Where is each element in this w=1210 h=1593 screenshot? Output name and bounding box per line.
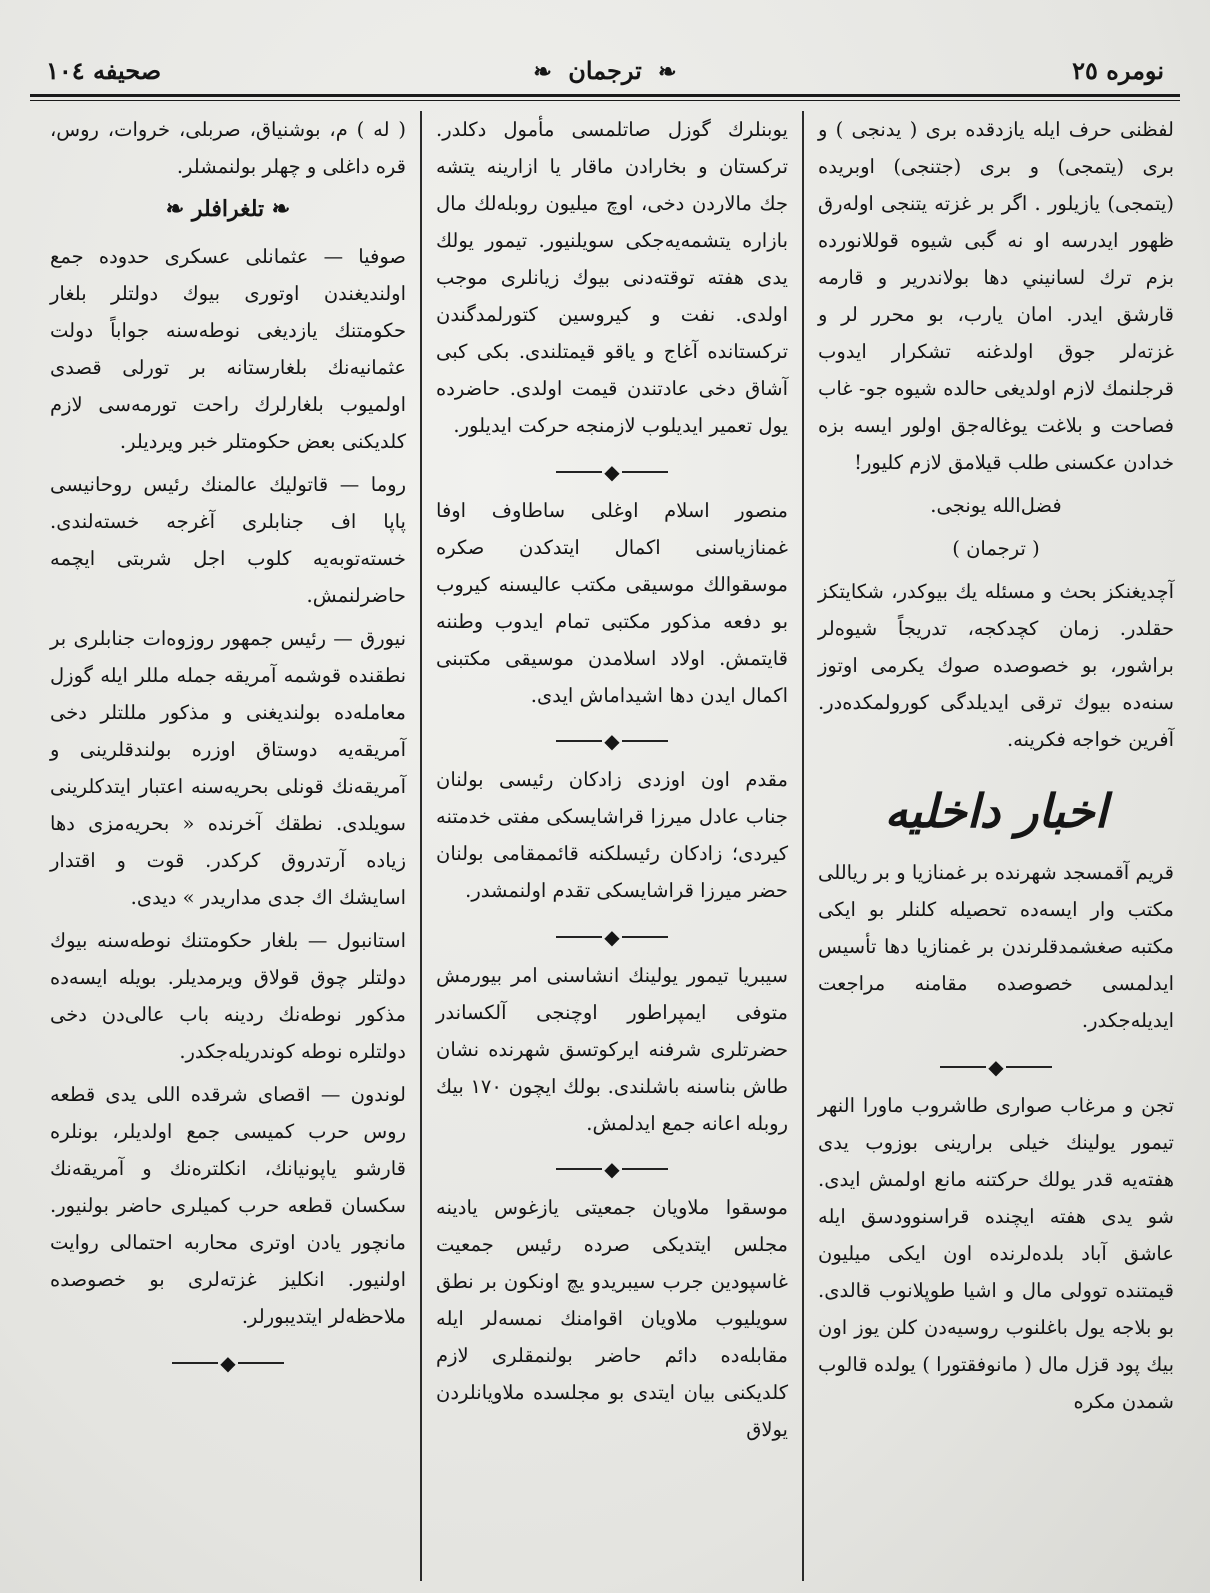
header-rule xyxy=(30,94,1180,101)
news-item-akmescit: قريم آقمسجد شهرنده بر غمنازيا و بر رياللى مكتب وار ايسەده تحصيله كلنلر بو ايكى مكتبه صغشمدقلرندن بر غمنازيا دها تأسيس ايدلمسى خصوصده مقامنه مراجعت ايديلەجكدر. xyxy=(818,861,1174,1032)
running-head xyxy=(22,30,1188,86)
news-item-trade: يوبنلرك گوزل صاتلمسى مأمول دكلدر. تركستان و بخارادن ماقار يا ازارينه يتشه جك مالاردن دخى، اوچ ميليون روبلەلك مال بازاره يتشمەيەجكى سويلنيور. تيمور يولك يدى هفته توقتەدنى بيوك زيانلرى موجب اولدى. نفت و كيروسين كتورلمدگندن تركستانده آغاج و ياقو قيمتلندى. بكى كبى آشاق دخى عادتندن قيمت اولدى. حاضرده يول تعمير ايديلوب لازمنجه حركت ايديلور. xyxy=(436,118,788,437)
letter-text: لفظنى حرف ايله يازدقده برى ( يدنجى ) و برى (يتمجى) و برى (جتنجى) اوبريده (يتمجى) يازيلور . اگر بر غزته يتنجى اولەرق ظهور ايدرسه او نه گبى شيوه قوللانورده بزم ترك لسانيني دها بولاندرير و قارمه قارشق ايدر. امان يارب، بو محرر لر و غزتەلر جوق اولدغنه تشكرار ايدوب قرجلنمك لازم اولديغى حالده شيوه جو- غاب فصاحت و بلاغت يوغالەجق اولور ايسه بزه خدادن عكسنى طلب قيلامق لازم كليور! xyxy=(818,118,1174,474)
news-item-railway-flood: تجن و مرغاب صوارى طاشروب ماورا النهر تيمور يولينك خيلى برارينى بوزوب يدى هفتەيه قدر يولك حركتنه مانع اولمش ايدى. شو يدى هفته ايچنده قراسنوودسق ايله عاشق آباد بلدەلرنده اون ايكى ميليون قيمتنده توولى مال و اشيا طوپلانوب قالدى. بو بلاجه يول باغلنوب روسيەدن كلن يوز اون بيك پود قزل مال ( مانوفقتورا ) يولده قالوب شمدن مكره xyxy=(818,1093,1174,1413)
page-number: صحيفه ١٠٤ xyxy=(46,56,162,85)
left-ornament-icon: ❧ xyxy=(658,59,677,85)
telegram-sofia: صوفيا — عثمانلى عسكرى حدوده جمع اولنديغندن اوتورى بيوك دولتلر بلغار حكومتنك يازديغى نوطەسنه جواباً دولت عثمانيەنك بلغارستانه بر تورلى قصدى اولميوب بلغارلرك راحت تورمەسى لازم كلديكنى بعض حكومتلر خبر ويرديلر. xyxy=(50,245,406,453)
separator xyxy=(436,915,788,957)
diamond-icon: ◆ xyxy=(988,1054,1004,1079)
section-heading-domestic-news: اخبار داخليه xyxy=(884,784,1108,838)
editor-reply: آچديغنكز بحث و مسئله يك بيوكدر، شكايتكز حقلدر. زمان كچدكجه، تدريجاً شيوەلر براشور، بو خصوصده صوك يكرمى اوتوز سنەده بيوك ترقى ايديلدگى كورولمكدەدر. آفرين خواجه فكرينه. xyxy=(818,580,1174,751)
news-item-mufti: مقدم اون اوزدى زادكان رئيسى بولنان جناب عادل ميرزا قراشايسكى مفتى خدمتنه كيردى؛ زادكان رئيسلكنه قائممقامى بولنان حضر ميرزا قراشايسكى تقدم اولنمشدر. xyxy=(436,768,788,902)
editor-credit: ( ترجمان ) xyxy=(952,537,1040,560)
telegram-london: لوندون — اقصاى شرقده اللى يدى قطعه روس حرب كميسى جمع اولديلر، بونلره قارشو ياپونيانك، انكلترەنك و آمريقەنك سكسان قطعه حرب كميلرى حاضر بولنيور. مانچور يادن اوترى محاربه احتمالى روايت اولنيور. انكليز غزتەلرى بو خصوصده ملاحظەلر ايتديبورلر. xyxy=(50,1083,406,1328)
telegrams-heading-text: تلغرافلر xyxy=(191,196,265,222)
masthead-title-text: ترجمان xyxy=(568,56,642,85)
telegram-istanbul: استانبول — بلغار حكومتنك نوطەسنه بيوك دولتلر چوق قولاق ويرمديلر. بويلە ايسەده مذكور نوطەنك ردينه باب عالى‌دن دخى دولتلره نوطه كوندريلەجكدر. xyxy=(50,929,406,1063)
middle-column xyxy=(420,111,804,1581)
left-column xyxy=(36,111,420,1581)
continued-text: ( له ) م، بوشنياق، صربلى، خروات، روس، قره داغلى و چهلر بولنمشلر. xyxy=(50,118,406,178)
right-ornament-icon: ❧ xyxy=(533,59,552,85)
news-item-irkutsk-monument: سيبريا تيمور يولينك انشاسنى امر بيورمش متوفى ايمپراطور اوچنجى آلكساندر حضرتلرى شرفنه ايركوتسق شهرنده نشان طاش بناسنه باشلندى. بولك ايچون ١٧٠ بيك روبله اعانه جمع ايدلمش. xyxy=(436,963,788,1135)
diamond-icon: ◆ xyxy=(604,459,620,484)
separator xyxy=(436,1148,788,1190)
columns xyxy=(22,111,1188,1581)
diamond-icon: ◆ xyxy=(604,1157,620,1181)
ornament-icon: ❧ xyxy=(165,196,185,222)
diamond-icon: ◆ xyxy=(220,1350,236,1375)
masthead-title xyxy=(22,56,1188,85)
separator xyxy=(50,1341,406,1383)
news-item-slavic-society: موسقوا ملاويان جمعيتى يازغوس يادينه مجلس ايتديكى صرده رئيس جمعيت غاسپودين جرب سيبريدو يچ اونكون بر نطق سويليوب ملاويان اقوامنك نمسەلر ايله مقابلەده دائم حاضر بولنمقلرى لازم كلديكنى بيان ايتدى بو مجلسده ملاويانلردن يولاق xyxy=(436,1196,788,1441)
section-heading-telegrams xyxy=(50,191,406,228)
telegram-rome: روما — قاتوليك عالمنك رئيس روحانيسى پاپا اف جنابلرى آغرجه خستەلندى. خستەتوبەيه كلوب اجل شربتى ايچمه حاضرلنمش. xyxy=(50,473,406,607)
separator xyxy=(436,720,788,762)
letter-signature: فضل‌الله يونجى. xyxy=(930,494,1062,517)
separator xyxy=(436,450,788,492)
ornament-icon: ❧ xyxy=(271,196,291,222)
diamond-icon: ◆ xyxy=(604,924,620,949)
telegram-new-york: نيورق — رئيس جمهور روزوەات جنابلرى بر نطقنده قوشمه آمريقه جمله مللر ايله گوزل معاملەده بولنديغنى و مذكور مللتلر دخى آمريقەيه دوستاق اوزره بولندقلرينى و آمريقەنك قونلى بحريەسنه اعتبار ايتدكلرينى سويلدى. نطقك آخرنده « بحريەمزى دها زياده آرتدروق كركدر. قوت و اقتدار اسايشك اك جدى مداريدر » ديدى. xyxy=(50,627,406,909)
right-column xyxy=(804,111,1188,1581)
news-item-music-school: منصور اسلام اوغلى ساطاوف اوفا غمنازياسنى اكمال ايتدكدن صكره موسقوالك موسيقى مكتب عاليسنه كيروب بو دفعه مذكور مكتبى تمام ايدوب وطننه قايتمش. اولاد اسلامدن موسيقى مكتبنى اكمال ايدن دها اشيداماش ايدى. xyxy=(436,498,788,707)
separator xyxy=(818,1045,1174,1087)
issue-number: نومره ٢٥ xyxy=(1072,56,1164,85)
diamond-icon: ◆ xyxy=(604,729,620,753)
